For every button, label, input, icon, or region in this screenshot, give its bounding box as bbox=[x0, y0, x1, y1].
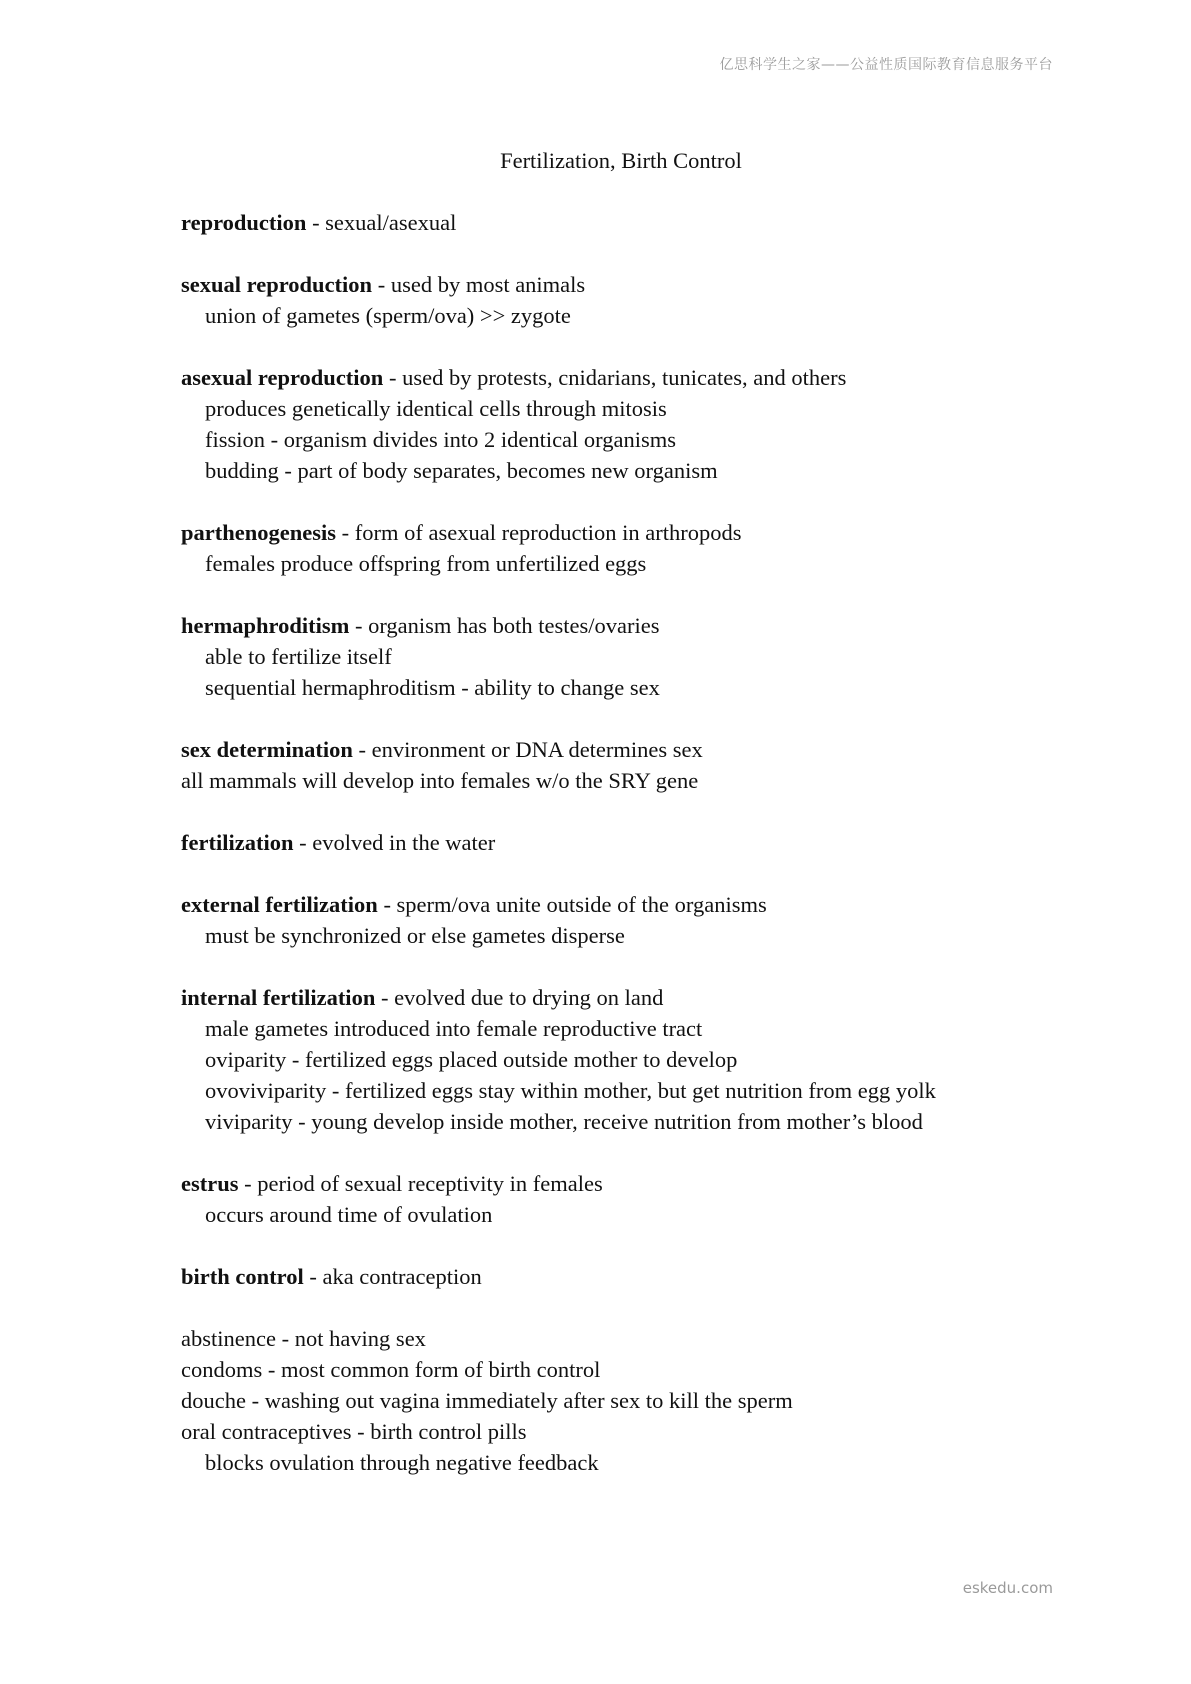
plain-line: all mammals will develop into females w/o the SRY gene bbox=[181, 768, 699, 793]
definition: - period of sexual receptivity in females bbox=[238, 1171, 603, 1196]
method-line: douche - washing out vagina immediately after sex to kill the sperm bbox=[181, 1388, 793, 1413]
term: parthenogenesis bbox=[181, 520, 337, 545]
document-body bbox=[181, 145, 1061, 1478]
entry-asexual-reproduction bbox=[181, 362, 1061, 393]
method-line: oral contraceptives - birth control pills bbox=[181, 1419, 527, 1444]
detail-line: budding - part of body separates, becomes new organism bbox=[205, 458, 718, 483]
entry-fertilization bbox=[181, 827, 1061, 858]
definition: - used by protests, cnidarians, tunicates, and others bbox=[383, 365, 847, 390]
header-site-note: 亿思科学生之家——公益性质国际教育信息服务平台 bbox=[719, 57, 1053, 73]
footer-site: eskedu.com bbox=[962, 1579, 1053, 1597]
entry-internal-fertilization bbox=[181, 982, 1061, 1013]
detail-line: produces genetically identical cells through mitosis bbox=[205, 396, 667, 421]
term: external fertilization bbox=[181, 892, 378, 917]
definition: - sexual/asexual bbox=[306, 210, 457, 235]
entry-hermaphroditism bbox=[181, 610, 1061, 641]
definition: - evolved in the water bbox=[293, 830, 496, 855]
detail-line: occurs around time of ovulation bbox=[205, 1202, 493, 1227]
method-line: condoms - most common form of birth control bbox=[181, 1357, 601, 1382]
detail-line: fission - organism divides into 2 identical organisms bbox=[205, 427, 677, 452]
term: hermaphroditism bbox=[181, 613, 350, 638]
detail-line: ovoviviparity - fertilized eggs stay within mother, but get nutrition from egg yolk bbox=[205, 1078, 936, 1103]
term: estrus bbox=[181, 1171, 239, 1196]
entry-sexual-reproduction bbox=[181, 269, 1061, 300]
detail-line: females produce offspring from unfertilized eggs bbox=[205, 551, 647, 576]
detail-line: blocks ovulation through negative feedback bbox=[205, 1450, 599, 1475]
entry-parthenogenesis bbox=[181, 517, 1061, 548]
definition: - evolved due to drying on land bbox=[375, 985, 664, 1010]
definition: - organism has both testes/ovaries bbox=[349, 613, 660, 638]
entry-estrus bbox=[181, 1168, 1061, 1199]
detail-line: male gametes introduced into female reproductive tract bbox=[205, 1016, 703, 1041]
definition: - aka contraception bbox=[303, 1264, 482, 1289]
detail-line: able to fertilize itself bbox=[205, 644, 392, 669]
term: fertilization bbox=[181, 830, 294, 855]
entry-external-fertilization bbox=[181, 889, 1061, 920]
term: internal fertilization bbox=[181, 985, 376, 1010]
detail-line: viviparity - young develop inside mother, receive nutrition from mother’s blood bbox=[205, 1109, 923, 1134]
definition: - sperm/ova unite outside of the organisms bbox=[377, 892, 767, 917]
entry-reproduction bbox=[181, 207, 1061, 238]
definition: - environment or DNA determines sex bbox=[352, 737, 703, 762]
detail-line: must be synchronized or else gametes disperse bbox=[205, 923, 625, 948]
detail-line: union of gametes (sperm/ova) >> zygote bbox=[205, 303, 571, 328]
definition: - form of asexual reproduction in arthropods bbox=[336, 520, 742, 545]
definition: - used by most animals bbox=[372, 272, 586, 297]
term: asexual reproduction bbox=[181, 365, 384, 390]
method-line: abstinence - not having sex bbox=[181, 1326, 426, 1351]
term: birth control bbox=[181, 1264, 304, 1289]
term: reproduction bbox=[181, 210, 307, 235]
term: sexual reproduction bbox=[181, 272, 373, 297]
detail-line: oviparity - fertilized eggs placed outside mother to develop bbox=[205, 1047, 738, 1072]
entry-birth-control bbox=[181, 1261, 1061, 1292]
entry-sex-determination bbox=[181, 734, 1061, 765]
document-title: Fertilization, Birth Control bbox=[500, 148, 742, 173]
term: sex determination bbox=[181, 737, 353, 762]
detail-line: sequential hermaphroditism - ability to change sex bbox=[205, 675, 660, 700]
